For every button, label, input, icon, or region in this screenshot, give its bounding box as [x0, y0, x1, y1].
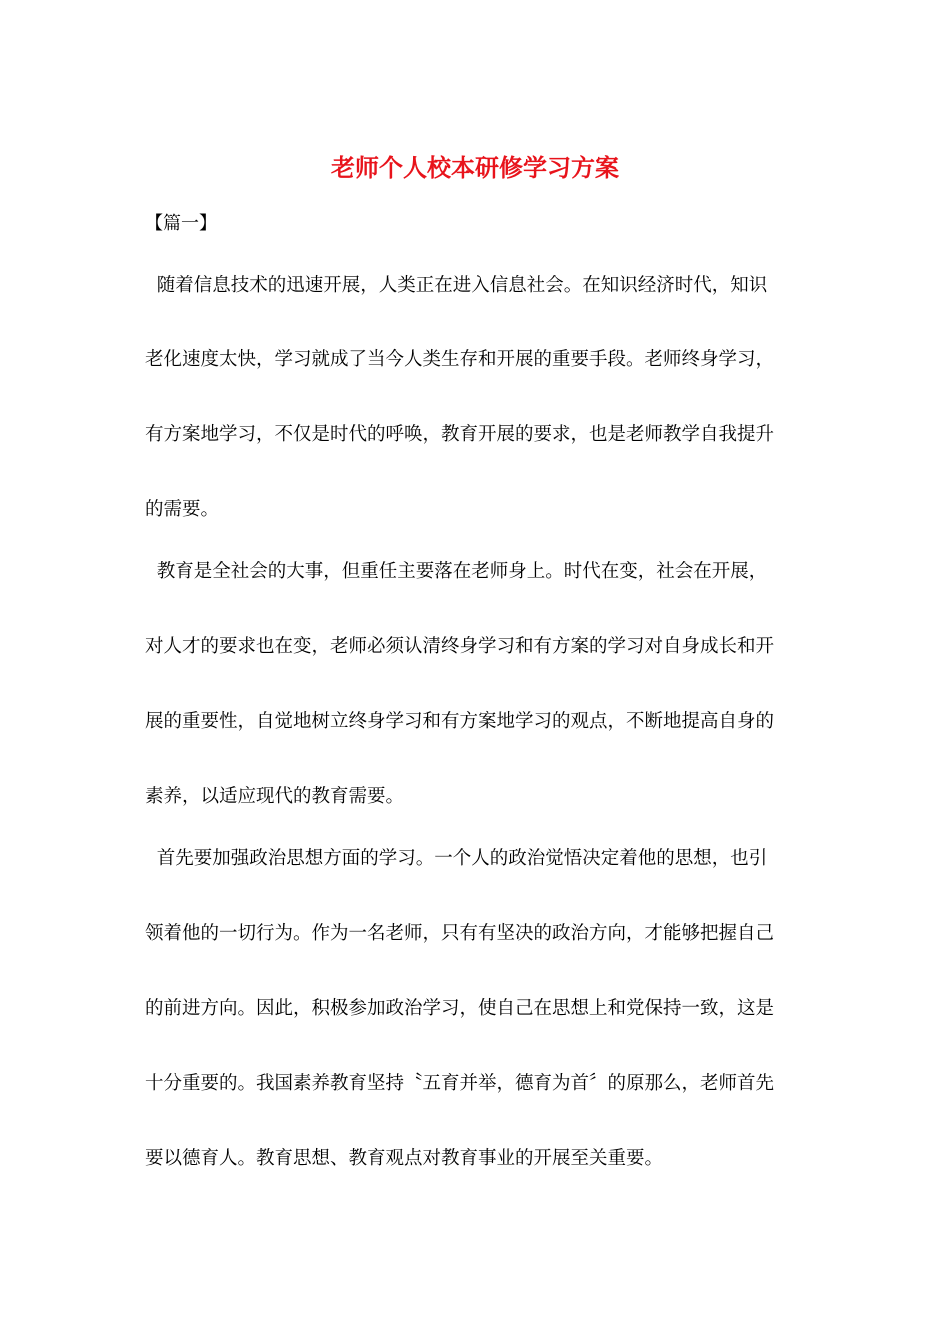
paragraph-line: 要以德育人。教育思想、教育观点对教育事业的开展至关重要。: [145, 1148, 664, 1169]
paragraph-line: 随着信息技术的迅速开展，人类正在进入信息社会。在知识经济时代，知识: [145, 275, 768, 296]
paragraph-line: 首先要加强政治思想方面的学习。一个人的政治觉悟决定着他的思想，也引: [145, 848, 768, 869]
paragraph-line: 十分重要的。我国素养教育坚持〝五育并举，德育为首〞的原那么，老师首先: [145, 1073, 775, 1094]
paragraph-line: 对人才的要求也在变，老师必须认清终身学习和有方案的学习对自身成长和开: [145, 636, 775, 657]
paragraph-line: 的需要。: [145, 499, 220, 520]
document-title: 老师个人校本研修学习方案: [331, 153, 619, 182]
paragraph-line: 领着他的一切行为。作为一名老师，只有有坚决的政治方向，才能够把握自己: [145, 923, 775, 944]
paragraph-line: 素养，以适应现代的教育需要。: [145, 786, 405, 807]
paragraph-line: 的前进方向。因此，积极参加政治学习，使自己在思想上和党保持一致，这是: [145, 998, 775, 1019]
paragraph-line: 展的重要性，自觉地树立终身学习和有方案地学习的观点，不断地提高自身的: [145, 711, 775, 732]
paragraph-line: 教育是全社会的大事，但重任主要落在老师身上。时代在变，社会在开展，: [145, 561, 768, 582]
paragraph-line: 有方案地学习，不仅是时代的呼唤，教育开展的要求，也是老师教学自我提升: [145, 424, 775, 445]
paragraph-line: 老化速度太快，学习就成了当今人类生存和开展的重要手段。老师终身学习，: [145, 349, 775, 370]
section-label: 【篇一】: [145, 213, 217, 234]
